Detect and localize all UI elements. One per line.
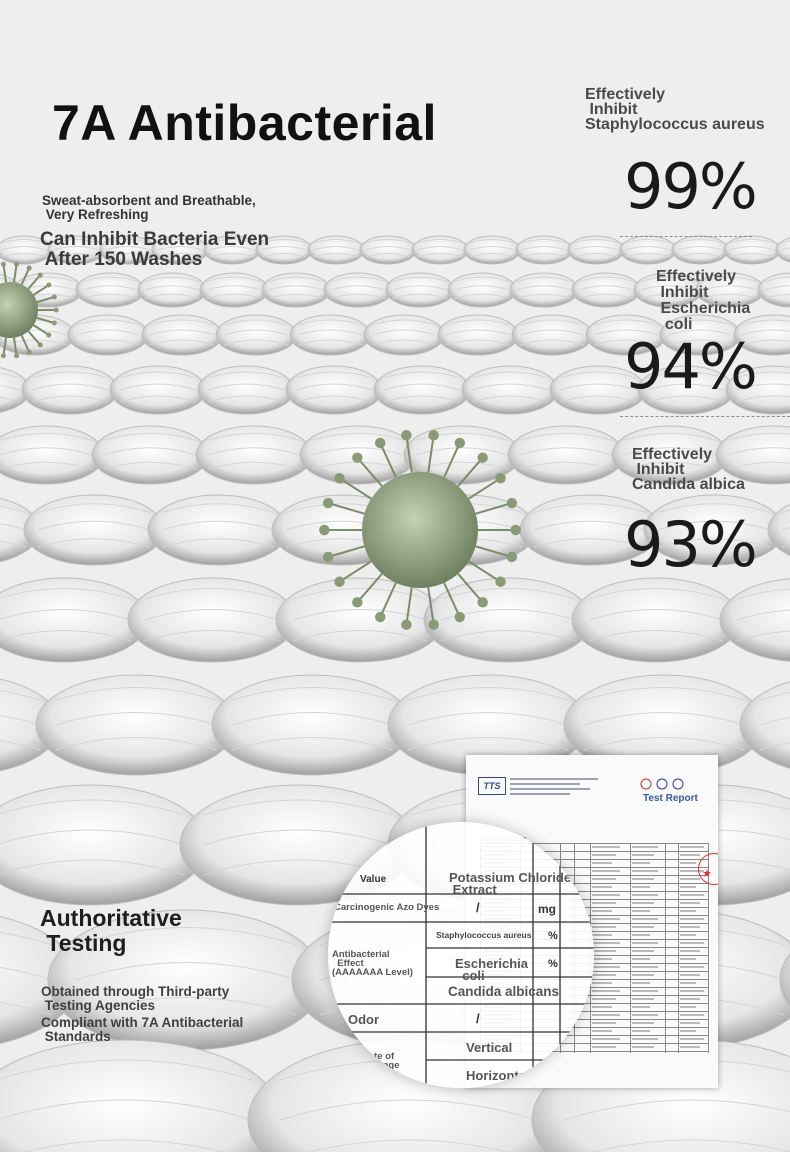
accreditation-badges-icon (638, 777, 698, 793)
report-title: Test Report (643, 793, 698, 804)
authority-line-1: Obtained through Third-party Testing Agencies (41, 984, 230, 1013)
tagline: Can Inhibit Bacteria Even After 150 Washes (40, 229, 270, 270)
mag-potassium: Potassium Chloride Extract (449, 870, 572, 897)
magnifier-circle (328, 822, 594, 1088)
subtitle: Sweat-absorbent and Breathable, Very Refreshing (42, 193, 256, 222)
mag-pct-2: % (548, 958, 558, 970)
mag-staph: Staphylococcus aureus (436, 930, 532, 940)
mag-value-header: Value (360, 874, 387, 885)
mag-unit-mg: mg (538, 902, 556, 916)
stat-label-staph: Effectively Inhibit Staphylococcus aureus (585, 86, 765, 133)
authority-line-2: Compliant with 7A Antibacterial Standards (41, 1015, 244, 1044)
stat-value-staph: 99% (624, 150, 756, 223)
mag-horizontal: Horizontal (466, 1068, 530, 1083)
authority-title: Authoritative Testing (40, 905, 182, 956)
tts-logo: TTS (478, 777, 506, 795)
stat-label-ecoli: Effectively Inhibit Escherichia coli (656, 268, 751, 333)
page-title: 7A Antibacterial (52, 95, 437, 151)
mag-odor: Odor (348, 1012, 380, 1027)
stat-value-ecoli: 94% (624, 330, 756, 403)
mag-slash: / (476, 1011, 480, 1026)
stat-label-candida: Effectively Inhibit Candida albica (632, 446, 745, 493)
mag-rate-of-change: Rate of Change (362, 1051, 400, 1071)
mag-azo-dyes: Carcinogenic Azo Dyes (334, 902, 440, 913)
stat-value-candida: 93% (624, 508, 756, 581)
mag-ecoli: Escherichia coli (455, 956, 528, 983)
star-icon: ★ (702, 868, 712, 880)
report-header-text (510, 775, 600, 798)
divider (620, 236, 752, 237)
divider (620, 416, 790, 417)
mag-vertical: Vertical (466, 1040, 513, 1055)
mag-candida: Candida albicans (448, 984, 560, 999)
mag-pct-1: % (548, 930, 558, 942)
mag-slash: / (476, 900, 480, 915)
mag-antibacterial-effect: Antibacterial Effect (AAAAAAA Level) (332, 949, 413, 978)
